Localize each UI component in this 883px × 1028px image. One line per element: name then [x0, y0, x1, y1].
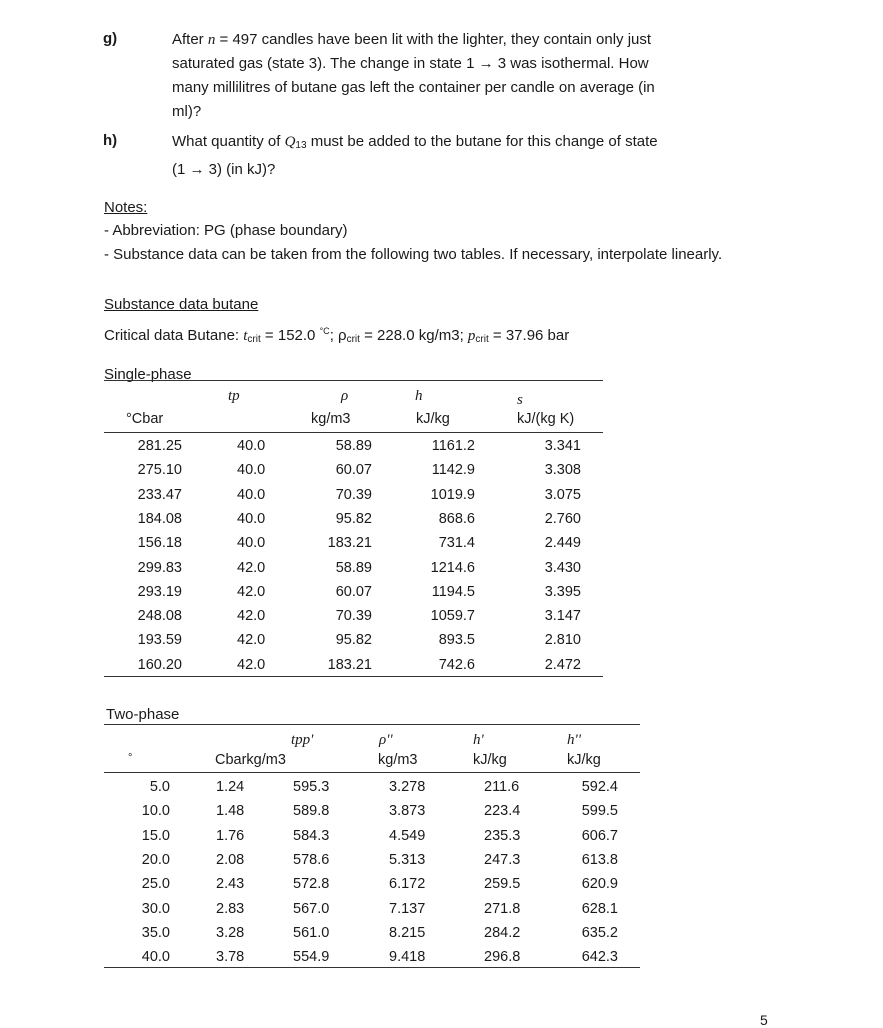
single-phase-cell: 3.341 — [544, 438, 581, 454]
single-phase-cell: 275.10 — [137, 462, 182, 479]
two-phase-cell: 635.2 — [581, 924, 618, 941]
single-phase-cell: 60.07 — [335, 583, 372, 600]
table-rule-top — [104, 380, 603, 381]
two-phase-cell: 5.0 — [149, 779, 170, 795]
single-phase-title: Single-phase — [104, 366, 192, 383]
single-phase-cell: 193.59 — [137, 632, 182, 649]
single-phase-cell: 1214.6 — [430, 559, 475, 576]
single-phase-cell: 868.6 — [438, 510, 475, 527]
question-h-label: h) — [103, 132, 118, 149]
two-phase-cell: 584.3 — [293, 827, 330, 844]
two-phase-cell: 1.76 — [216, 827, 245, 844]
two-phase-cell: 642.3 — [581, 949, 618, 966]
two-phase-cell: 271.8 — [484, 900, 521, 917]
single-phase-cell: 3.075 — [544, 486, 581, 503]
two-phase-cell: 235.3 — [484, 827, 521, 844]
two-phase-cell: 7.137 — [389, 900, 426, 917]
single-phase-cell: 1194.5 — [431, 583, 475, 600]
two-header-unit: kJ/kg — [473, 752, 507, 768]
two-phase-title: Two-phase — [106, 706, 180, 723]
two-phase-cell: 25.0 — [141, 876, 170, 893]
two-phase-cell: 628.1 — [581, 900, 618, 917]
two-phase-cell: 599.5 — [581, 803, 618, 820]
table-rule-bottom — [104, 676, 603, 677]
single-phase-cell: 60.07 — [335, 462, 372, 479]
single-phase-cell: 70.39 — [335, 486, 372, 503]
two-phase-cell: 9.418 — [389, 949, 426, 966]
table-rule-header — [104, 432, 603, 433]
single-header-unit: kg/m3 — [311, 411, 351, 427]
two-phase-cell: 589.8 — [293, 803, 330, 820]
note-item: - Abbreviation: PG (phase boundary) — [104, 222, 348, 239]
two-phase-cell: 10.0 — [141, 803, 170, 820]
single-phase-cell: 731.4 — [438, 535, 475, 552]
two-phase-cell: 2.43 — [216, 876, 245, 893]
two-phase-cell: 3.873 — [389, 803, 426, 820]
question-h-text — [172, 130, 717, 182]
single-phase-cell: 1019.9 — [430, 486, 475, 503]
single-phase-cell: 184.08 — [137, 510, 182, 527]
two-header-unit: ° — [128, 752, 133, 764]
single-phase-cell: 42.0 — [237, 559, 266, 576]
single-header-symbol: ρ — [341, 388, 349, 404]
single-header-unit: °Cbar — [126, 411, 164, 427]
single-phase-cell: 1161.2 — [431, 438, 475, 454]
two-phase-cell: 223.4 — [484, 803, 521, 820]
single-phase-cell: 2.472 — [544, 656, 581, 673]
single-phase-cell: 58.89 — [335, 438, 372, 454]
question-g-line-4: ml)? — [172, 103, 202, 120]
substance-title: Substance data butane — [104, 296, 259, 313]
two-phase-cell: 592.4 — [581, 779, 618, 795]
single-phase-cell: 70.39 — [335, 608, 372, 625]
two-phase-cell: 567.0 — [293, 900, 330, 917]
note-item: - Substance data can be taken from the following two tables. If necessary, interpolate linearly. — [104, 246, 723, 263]
two-phase-cell: 2.83 — [216, 900, 245, 917]
single-phase-cell: 42.0 — [237, 583, 266, 600]
two-phase-cell: 4.549 — [389, 827, 426, 844]
single-header-symbol: s — [517, 392, 523, 408]
two-phase-cell: 15.0 — [141, 827, 170, 844]
two-phase-cell: 578.6 — [293, 851, 330, 868]
single-header-unit: kJ/kg — [416, 411, 450, 427]
single-header-symbol: h — [415, 388, 423, 404]
table-rule-top — [104, 724, 640, 725]
two-phase-cell: 247.3 — [484, 851, 521, 868]
single-phase-cell: 3.308 — [544, 462, 581, 479]
two-header-symbol: tpp' — [291, 732, 314, 748]
two-phase-cell: 3.78 — [216, 949, 245, 966]
single-header-symbol: tp — [228, 388, 240, 404]
two-header-symbol: h' — [473, 732, 484, 748]
single-header-unit: kJ/(kg K) — [517, 411, 575, 427]
two-header-symbol: h'' — [567, 732, 581, 748]
single-phase-cell: 42.0 — [237, 656, 266, 673]
two-phase-cell: 3.278 — [389, 779, 426, 795]
two-phase-cell: 40.0 — [141, 949, 170, 966]
two-phase-cell: 620.9 — [581, 876, 618, 893]
two-phase-cell: 595.3 — [293, 779, 330, 795]
two-phase-cell: 554.9 — [293, 949, 330, 966]
two-header-symbol: ρ'' — [379, 732, 393, 748]
two-phase-cell: 2.08 — [216, 851, 245, 868]
two-phase-cell: 30.0 — [141, 900, 170, 917]
single-phase-cell: 893.5 — [438, 632, 475, 649]
notes-title: Notes: — [104, 199, 148, 216]
single-phase-cell: 40.0 — [237, 535, 266, 552]
two-phase-cell: 35.0 — [141, 924, 170, 941]
single-phase-cell: 156.18 — [137, 535, 182, 552]
table-rule-bottom — [104, 967, 640, 968]
question-g-label: g) — [103, 30, 118, 47]
two-phase-cell: 211.6 — [484, 779, 520, 795]
single-phase-cell: 299.83 — [137, 559, 182, 576]
single-phase-cell: 2.810 — [544, 632, 581, 649]
single-phase-cell: 40.0 — [237, 486, 266, 503]
single-phase-cell: 3.395 — [544, 583, 581, 600]
single-phase-cell: 1142.9 — [431, 462, 475, 479]
two-phase-cell: 606.7 — [581, 827, 618, 844]
single-phase-cell: 1059.7 — [430, 608, 475, 625]
single-phase-cell: 183.21 — [327, 535, 372, 552]
single-phase-cell: 40.0 — [237, 510, 266, 527]
two-phase-cell: 6.172 — [389, 876, 426, 893]
single-phase-cell: 281.25 — [137, 438, 182, 454]
question-g-line-3: many millilitres of butane gas left the container per candle on average (in — [172, 79, 655, 96]
page-number: 5 — [760, 1012, 768, 1028]
single-phase-cell: 183.21 — [327, 656, 372, 673]
single-phase-cell: 293.19 — [137, 583, 182, 600]
two-phase-cell: 296.8 — [484, 949, 521, 966]
two-phase-cell: 259.5 — [484, 876, 521, 893]
single-phase-cell: 2.449 — [544, 535, 581, 552]
table-rule-header — [104, 772, 640, 773]
two-phase-cell: 1.24 — [216, 779, 245, 795]
two-phase-cell: 613.8 — [581, 851, 618, 868]
single-phase-cell: 58.89 — [335, 559, 372, 576]
question-h-line-2: (1 → 3) (in kJ)? — [172, 161, 276, 178]
critical-data-line: Critical data Butane: $t_{crit} = 152.0$ $^{^\circ C}$; $\rho_{crit} = 228.0$ kg/m3; $p_{crit} = 37.96$ bar — [104, 326, 570, 345]
question-g-text — [172, 28, 717, 124]
single-phase-cell: 160.20 — [137, 656, 182, 673]
question-g-line-2: saturated gas (state 3). The change in state 1 → 3 was isothermal. How — [172, 55, 649, 72]
two-header-unit: kJ/kg — [567, 752, 601, 768]
question-h-line-1: What quantity of $Q_{13}$ must be added to the butane for this change of state — [172, 133, 658, 151]
two-phase-cell: 8.215 — [389, 924, 426, 941]
two-phase-cell: 5.313 — [389, 851, 426, 868]
single-phase-cell: 3.430 — [544, 559, 581, 576]
question-g-line-1: After n = 497 candles have been lit with the lighter, they contain only just — [172, 31, 652, 48]
two-header-unit: kg/m3 — [378, 752, 418, 768]
two-phase-cell: 284.2 — [484, 924, 521, 941]
two-header-unit: Cbarkg/m3 — [215, 752, 286, 768]
two-phase-cell: 3.28 — [216, 924, 245, 941]
single-phase-cell: 95.82 — [335, 632, 372, 649]
single-phase-cell: 2.760 — [544, 510, 581, 527]
two-phase-cell: 1.48 — [216, 803, 245, 820]
single-phase-cell: 42.0 — [237, 608, 266, 625]
single-phase-cell: 742.6 — [438, 656, 475, 673]
single-phase-cell: 233.47 — [137, 486, 182, 503]
single-phase-cell: 95.82 — [335, 510, 372, 527]
single-phase-cell: 248.08 — [137, 608, 182, 625]
single-phase-cell: 40.0 — [237, 462, 266, 479]
two-phase-cell: 20.0 — [141, 851, 170, 868]
two-phase-cell: 572.8 — [293, 876, 330, 893]
single-phase-cell: 3.147 — [544, 608, 581, 625]
single-phase-cell: 42.0 — [237, 632, 266, 649]
single-phase-cell: 40.0 — [237, 438, 266, 454]
two-phase-cell: 561.0 — [293, 924, 330, 941]
